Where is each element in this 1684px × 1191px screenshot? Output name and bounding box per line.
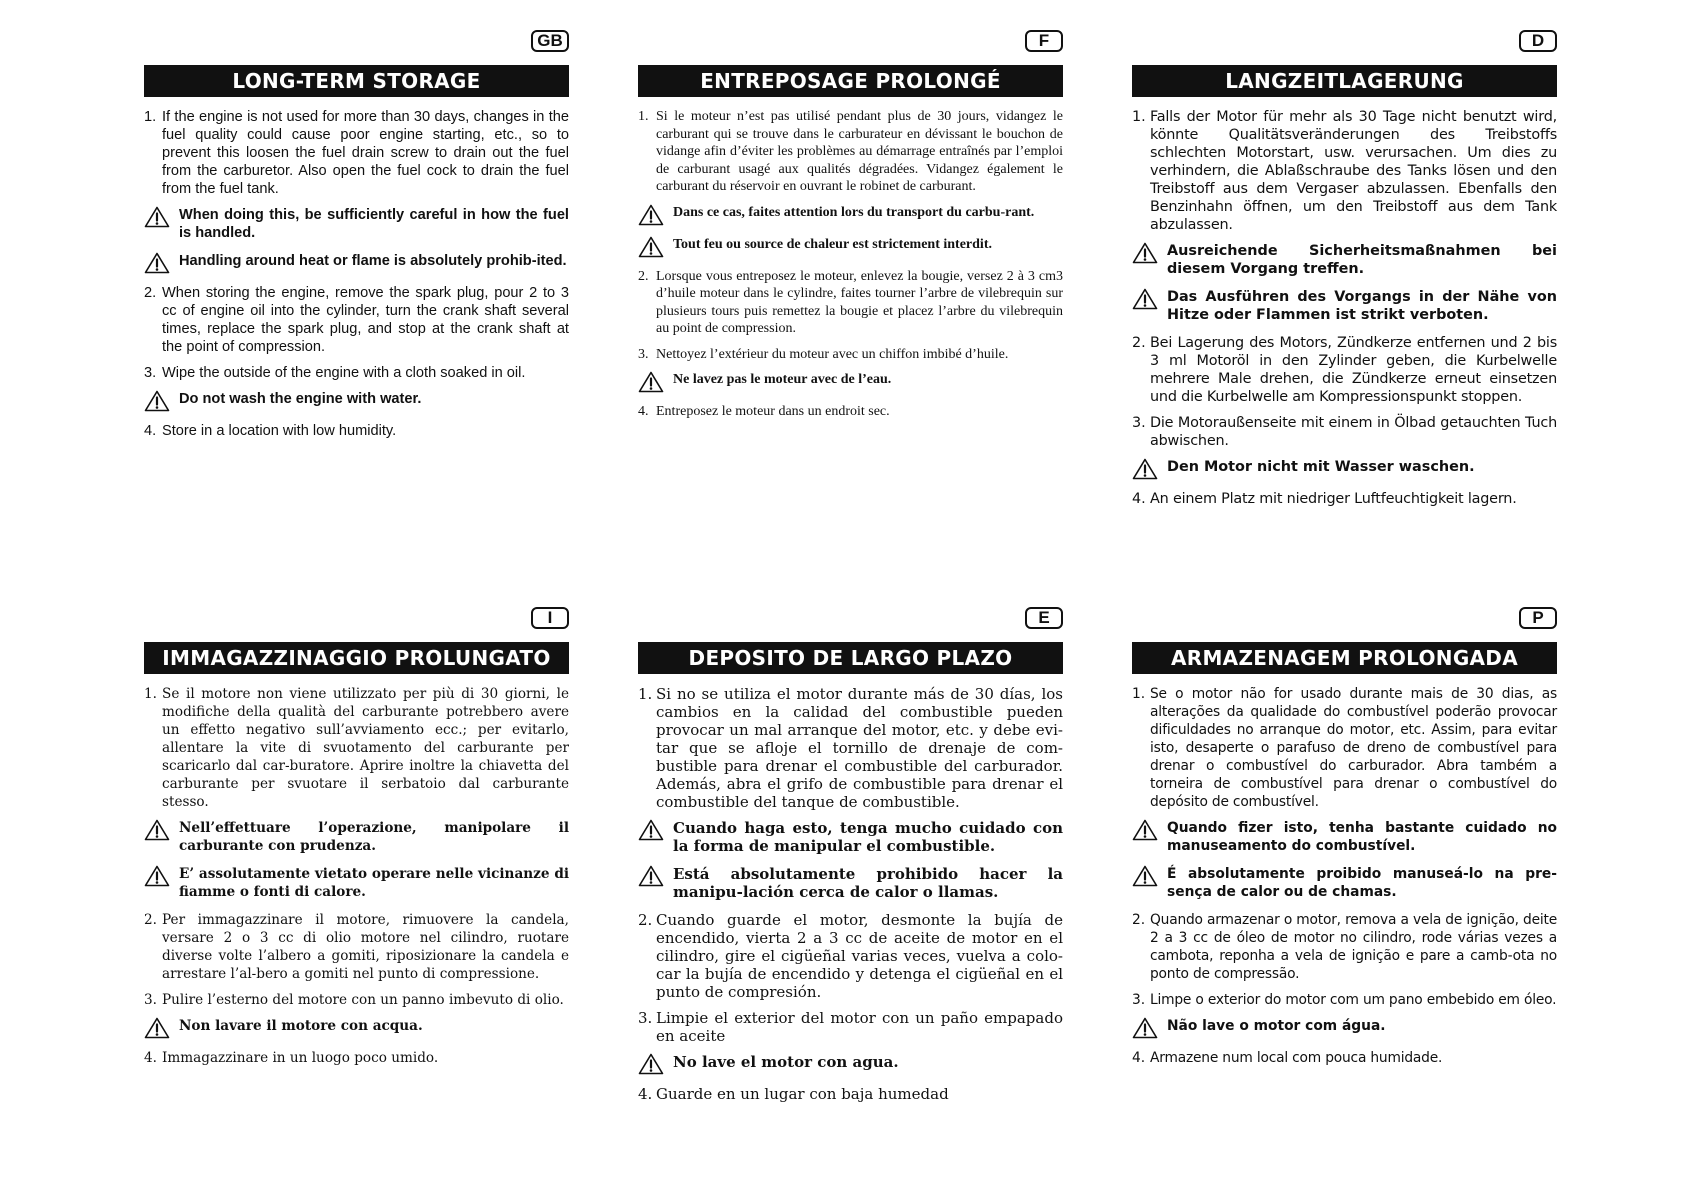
warning-note	[638, 371, 1063, 393]
item-text: Bei Lagerung des Motors, Zündkerze entfernen und 2 bis 3 ml Motoröl in den Zylinder geben, die Kurbelwelle mehrere Male drehen, die Zündkerze erneut einsetzen und die Kurbelwelle am Kompressionspunkt stoppen.	[1150, 335, 1557, 405]
item-text: Wipe the outside of the engine with a cloth soaked in oil.	[162, 365, 526, 381]
item-text: When storing the engine, remove the spark plug, pour 2 to 3 cc of engine oil into the cylinder, turn the crank shaft several times, replace the spark plug, and stop at the crank shaft at the point of compression.	[162, 285, 569, 355]
warning-triangle-icon	[1132, 288, 1167, 310]
item-text: Se o motor não for usado durante mais de 30 dias, as alterações da qualidade do combustível poderão provocar dificuldades no arranque do motor, etc. Assim, para evitar isto, desaperte o parafuso de dreno de combustível para drenar o combustível do carburador. Abra também a torneira de combustível para drenar o combustível do depósito de combustível.	[1150, 686, 1557, 810]
warning-text: Tout feu ou source de chaleur est strictement interdit.	[673, 236, 992, 252]
warning-text: Dans ce cas, faites attention lors du transport du carbu-rant.	[673, 204, 1035, 220]
warning-triangle-icon	[1132, 458, 1167, 480]
item-number: 3.	[638, 1009, 653, 1027]
warning-text: Está absolutamente prohibido hacer la manipu-lación cerca de calor o llamas.	[673, 865, 1063, 901]
warning-triangle-icon	[144, 390, 179, 412]
item-number: 2.	[144, 912, 157, 928]
item-text: Cuando guarde el motor, desmonte la bujía de encendido, vierta 2 a 3 cc de aceite de motor en el cilindro, gire el cigüeñal varias veces, vuelva a colo-car la bujía de encendido y detenga el cigüeñal en el punto de compresión.	[656, 911, 1063, 1001]
warning-text: Do not wash the engine with water.	[179, 391, 422, 407]
item-number: 2.	[638, 911, 653, 929]
warning-text: Quando fizer isto, tenha bastante cuidado no manuseamento do combustível.	[1167, 820, 1557, 854]
item-text: Nettoyez l’extérieur du moteur avec un chiffon imbibé d’huile.	[656, 346, 1009, 362]
warning-triangle-icon	[1132, 865, 1167, 887]
item-number: 2.	[144, 285, 157, 301]
language-tag: GB	[531, 30, 569, 52]
list-item	[638, 1085, 1063, 1103]
warning-text: Non lavare il motore con acqua.	[179, 1018, 423, 1034]
section-content	[1132, 108, 1557, 516]
section-content	[144, 685, 569, 1075]
list-item	[144, 284, 569, 356]
section-title: ARMAZENAGEM PROLONGADA	[1132, 642, 1557, 674]
section-title: DEPOSITO DE LARGO PLAZO	[638, 642, 1063, 674]
list-item	[638, 911, 1063, 1001]
language-tag: I	[531, 607, 569, 629]
section-content	[638, 108, 1063, 429]
list-item	[638, 403, 1063, 421]
section-title: LONG-TERM STORAGE	[144, 65, 569, 97]
warning-note	[144, 252, 569, 274]
warning-text: Nell’effettuare l’operazione, manipolare il carburante con prudenza.	[179, 820, 569, 854]
warning-triangle-icon	[638, 236, 673, 258]
item-text: Lorsque vous entreposez le moteur, enlevez la bougie, versez 2 à 3 cm3 d’huile moteur dans le cylindre, faites tourner l’arbre de vilebrequin sur plusieurs tours puis remettez la bougie et placez l’arbre du vilebrequin au point de compression.	[656, 268, 1063, 336]
item-number: 3.	[1132, 415, 1146, 431]
warning-triangle-icon	[144, 206, 179, 228]
list-item	[144, 364, 569, 382]
warning-triangle-icon	[638, 204, 673, 226]
item-text: Per immagazzinare il motore, rimuovere la candela, versare 2 o 3 cc di olio motore nel cilindro, ruotare diverse volte l’albero a gomiti, riposizionare la candela e arrestare l’al-bero a gomiti nel punto di compressione.	[162, 912, 569, 982]
section-title: ENTREPOSAGE PROLONGÉ	[638, 65, 1063, 97]
list-item	[638, 108, 1063, 196]
item-number: 4.	[1132, 1050, 1146, 1066]
warning-text: Ne lavez pas le moteur avec de l’eau.	[673, 372, 892, 387]
warning-note	[144, 819, 569, 855]
warning-text: Cuando haga esto, tenga mucho cuidado con la forma de manipular el combustible.	[673, 819, 1063, 855]
item-text: If the engine is not used for more than 30 days, changes in the fuel quality could cause poor engine starting, etc., so to prevent this loosen the fuel drain screw to drain out the fuel from the carburetor. Also open the fuel cock to drain the fuel from the fuel tank.	[162, 109, 569, 197]
list-item	[144, 911, 569, 983]
item-number: 3.	[144, 365, 157, 381]
list-item	[144, 991, 569, 1009]
item-text: Immagazzinare in un luogo poco umido.	[162, 1050, 439, 1066]
item-number: 3.	[144, 992, 157, 1008]
warning-triangle-icon	[1132, 1017, 1167, 1039]
warning-triangle-icon	[144, 252, 179, 274]
warning-note	[638, 819, 1063, 855]
item-text: Si no se utiliza el motor durante más de 30 días, los cambios en la calidad del combustible pueden provocar un mal arranque del motor, etc. y debe evi-tar que se afloje el tornillo de drenaje de com-bustible para drenar el combustible del carburador. Además, abra el grifo de combustible para drenar el combustible del tanque de combustible.	[656, 685, 1063, 811]
list-item	[638, 346, 1063, 364]
item-number: 4.	[144, 423, 157, 439]
language-tag: P	[1519, 607, 1557, 629]
item-number: 4.	[638, 1085, 653, 1103]
item-text: An einem Platz mit niedriger Luftfeuchtigkeit lagern.	[1150, 491, 1517, 507]
warning-text: Den Motor nicht mit Wasser waschen.	[1167, 459, 1475, 475]
warning-triangle-icon	[144, 1017, 179, 1039]
item-text: Pulire l’esterno del motore con un panno imbevuto di olio.	[162, 992, 564, 1008]
section-content	[1132, 685, 1557, 1075]
warning-note	[638, 236, 1063, 258]
warning-text: Das Ausführen des Vorgangs in der Nähe von Hitze oder Flammen ist strikt verboten.	[1167, 289, 1557, 323]
warning-triangle-icon	[1132, 819, 1167, 841]
item-number: 2.	[638, 268, 649, 284]
warning-text: Não lave o motor com água.	[1167, 1018, 1386, 1034]
warning-triangle-icon	[638, 371, 673, 393]
warning-note	[1132, 865, 1557, 901]
warning-triangle-icon	[638, 865, 673, 887]
warning-note	[1132, 1017, 1557, 1039]
list-item	[144, 685, 569, 811]
warning-text: Handling around heat or flame is absolutely prohib-ited.	[179, 253, 567, 269]
warning-triangle-icon	[638, 1053, 673, 1075]
item-text: Store in a location with low humidity.	[162, 423, 397, 439]
warning-note	[144, 1017, 569, 1039]
item-number: 1.	[144, 686, 157, 702]
item-text: Limpe o exterior do motor com um pano embebido em óleo.	[1150, 992, 1557, 1008]
language-tag: F	[1025, 30, 1063, 52]
section-title: IMMAGAZZINAGGIO PROLUNGATO	[144, 642, 569, 674]
item-number: 2.	[1132, 335, 1146, 351]
list-item	[144, 422, 569, 440]
list-item	[144, 108, 569, 198]
list-item	[1132, 334, 1557, 406]
item-number: 1.	[638, 685, 653, 703]
list-item	[1132, 490, 1557, 508]
item-number: 3.	[1132, 992, 1146, 1008]
warning-triangle-icon	[1132, 242, 1167, 264]
item-text: Die Motoraußenseite mit einem in Ölbad getauchten Tuch abwischen.	[1150, 415, 1557, 449]
item-number: 1.	[1132, 109, 1146, 125]
list-item	[1132, 1049, 1557, 1067]
warning-text: É absolutamente proibido manuseá-lo na pre-sença de calor ou de chamas.	[1167, 866, 1557, 900]
warning-triangle-icon	[638, 819, 673, 841]
item-number: 4.	[638, 404, 649, 419]
item-text: Se il motore non viene utilizzato per più di 30 giorni, le modifiche della qualità del carburante potrebbero avere un effetto negativo sull’avviamento ecc.; per evitarlo, allentare la vite di svuotamento del carburante per scaricarlo dal car-buratore. Aprire inoltre la chiavetta del carburante per svuotare il serbatoio dal carburante stesso.	[162, 686, 569, 810]
list-item	[638, 685, 1063, 811]
item-number: 4.	[1132, 491, 1146, 507]
list-item	[1132, 911, 1557, 983]
warning-note	[638, 865, 1063, 901]
section-content	[144, 108, 569, 448]
item-text: Entreposez le moteur dans un endroit sec.	[656, 404, 890, 419]
warning-text: No lave el motor con agua.	[673, 1053, 899, 1071]
language-tag: D	[1519, 30, 1557, 52]
list-item	[638, 268, 1063, 338]
item-text: Si le moteur n’est pas utilisé pendant plus de 30 jours, vidangez le carburant qui se trouve dans le carburateur en dévissant le bouchon de vidange afin d’éviter les problèmes au démarrage entraînés par l’emploi de carburant usagé aux qualités dégradées. Vidangez également le carburant du réservoir en ouvrant le robinet de carburant.	[656, 109, 1063, 194]
warning-text: E’ assolutamente vietato operare nelle vicinanze di fiamme o fonti di calore.	[179, 866, 569, 900]
warning-note	[638, 204, 1063, 226]
item-number: 2.	[1132, 912, 1146, 928]
list-item	[638, 1009, 1063, 1045]
item-number: 4.	[144, 1050, 157, 1066]
warning-triangle-icon	[144, 865, 179, 887]
section-title: LANGZEITLAGERUNG	[1132, 65, 1557, 97]
item-text: Armazene num local com pouca humidade.	[1150, 1050, 1443, 1066]
warning-note	[144, 206, 569, 242]
list-item	[1132, 414, 1557, 450]
item-text: Quando armazenar o motor, remova a vela de ignição, deite 2 a 3 cc de óleo de motor no cilindro, rode várias vezes a cambota, reponha a vela de ignição e pare a camb-ota no ponto de compressão.	[1150, 912, 1557, 982]
item-number: 1.	[1132, 686, 1146, 702]
list-item	[1132, 991, 1557, 1009]
list-item	[1132, 108, 1557, 234]
language-tag: E	[1025, 607, 1063, 629]
section-content	[638, 685, 1063, 1111]
warning-triangle-icon	[144, 819, 179, 841]
warning-text: When doing this, be sufficiently careful in how the fuel is handled.	[179, 207, 569, 241]
warning-note	[638, 1053, 1063, 1075]
warning-note	[144, 390, 569, 412]
warning-note	[1132, 458, 1557, 480]
list-item	[144, 1049, 569, 1067]
item-text: Falls der Motor für mehr als 30 Tage nicht benutzt wird, könnte Qualitätsveränderungen des Treibstoffs schlechten Motorstart, usw. verursachen. Um dies zu verhindern, die Ablaßschraube des Tanks lösen und den Treibstoff aus dem Vergaser abzulassen. Ebenfalls den Benzinhahn öffnen, um den Treibstoff aus dem Tank abzulassen.	[1150, 109, 1557, 233]
warning-note	[1132, 819, 1557, 855]
list-item	[1132, 685, 1557, 811]
warning-text: Ausreichende Sicherheitsmaßnahmen bei diesem Vorgang treffen.	[1167, 243, 1557, 277]
item-number: 3.	[638, 346, 649, 362]
item-number: 1.	[144, 109, 157, 125]
warning-note	[144, 865, 569, 901]
warning-note	[1132, 288, 1557, 324]
item-number: 1.	[638, 109, 649, 124]
warning-note	[1132, 242, 1557, 278]
item-text: Limpie el exterior del motor con un paño empapado en aceite	[656, 1009, 1063, 1045]
item-text: Guarde en un lugar con baja humedad	[656, 1085, 949, 1103]
